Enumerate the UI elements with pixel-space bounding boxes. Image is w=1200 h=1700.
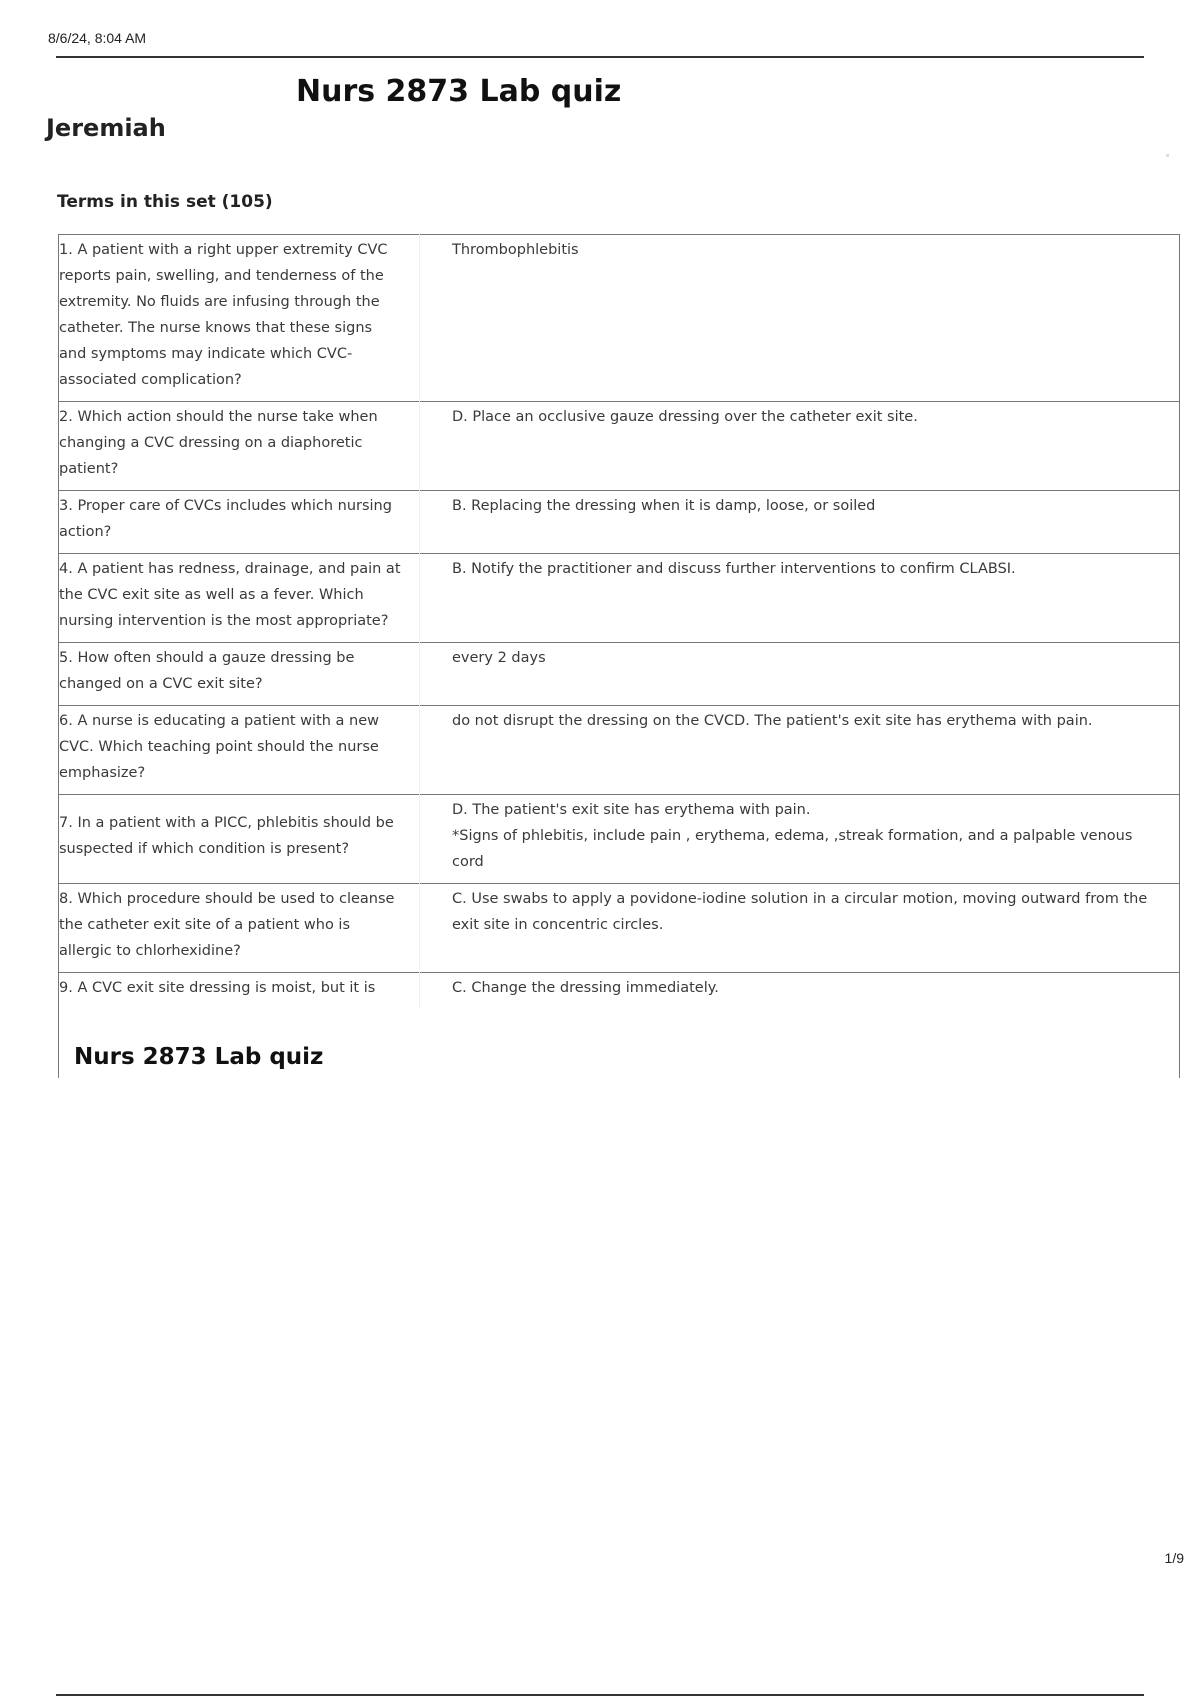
term-question: 5. How often should a gauze dressing be changed on a CVC exit site? [59,643,420,706]
term-answer [420,235,1180,402]
term-row-4 [59,554,1179,643]
term-question: 6. A nurse is educating a patient with a new CVC. Which teaching point should the nurse emphasize? [59,706,420,795]
answer-line: C. Change the dressing immediately. [452,980,719,996]
page-title: Nurs 2873 Lab quiz [296,74,622,109]
term-row-7 [59,795,1179,884]
term-question: 2. Which action should the nurse take when changing a CVC dressing on a diaphoretic patient? [59,402,420,491]
terms-table-frame [58,234,1180,1078]
answer-line: C. Use swabs to apply a povidone-iodine solution in a circular motion, moving outward from the exit site in concentric circles. [452,891,1148,933]
terms-table [59,234,1179,1009]
term-question: 7. In a patient with a PICC, phlebitis should be suspected if which condition is present? [59,795,420,884]
term-answer [420,643,1180,706]
term-row-3 [59,491,1179,554]
term-row-2 [59,402,1179,491]
answer-line: *Signs of phlebitis, include pain , erythema, edema, ,streak formation, and a palpable venous cord [452,828,1133,870]
term-question: 9. A CVC exit site dressing is moist, but it is [59,973,420,1010]
term-row-5 [59,643,1179,706]
term-answer [420,402,1180,491]
term-question: 8. Which procedure should be used to cleanse the catheter exit site of a patient who is allergic to chlorhexidine? [59,884,420,973]
answer-line: every 2 days [452,650,546,666]
term-question: 3. Proper care of CVCs includes which nursing action? [59,491,420,554]
author-name: Jeremiah [46,114,166,142]
term-row-6 [59,706,1179,795]
answer-line: D. The patient's exit site has erythema with pain. [452,802,811,818]
answer-line: B. Notify the practitioner and discuss further interventions to confirm CLABSI. [452,561,1016,577]
header-divider [56,56,1144,58]
answer-line: B. Replacing the dressing when it is damp, loose, or soiled [452,498,876,514]
footer-divider [56,1694,1144,1696]
term-row-9 [59,973,1179,1010]
term-answer [420,795,1180,884]
answer-line: do not disrupt the dressing on the CVCD. The patient's exit site has erythema with pain. [452,713,1093,729]
page-number: 1/9 [1164,1550,1184,1566]
term-answer [420,554,1180,643]
term-question: 4. A patient has redness, drainage, and pain at the CVC exit site as well as a fever. Which nursing intervention is the most appropriate? [59,554,420,643]
running-title: Nurs 2873 Lab quiz [74,1044,324,1070]
print-date: 8/6/24, 8:04 AM [48,30,147,46]
term-answer [420,491,1180,554]
term-question: 1. A patient with a right upper extremity CVC reports pain, swelling, and tenderness of the extremity. No fluids are infusing through the catheter. The nurse knows that these signs and symptoms may indicate which CVC-associated complication? [59,235,420,402]
terms-count-heading: Terms in this set (105) [57,192,273,212]
faint-mark [1166,154,1169,157]
term-row-8 [59,884,1179,973]
answer-line: Thrombophlebitis [452,242,579,258]
term-answer [420,973,1180,1010]
term-answer [420,884,1180,973]
term-answer [420,706,1180,795]
answer-line: D. Place an occlusive gauze dressing over the catheter exit site. [452,409,918,425]
term-row-1 [59,235,1179,402]
